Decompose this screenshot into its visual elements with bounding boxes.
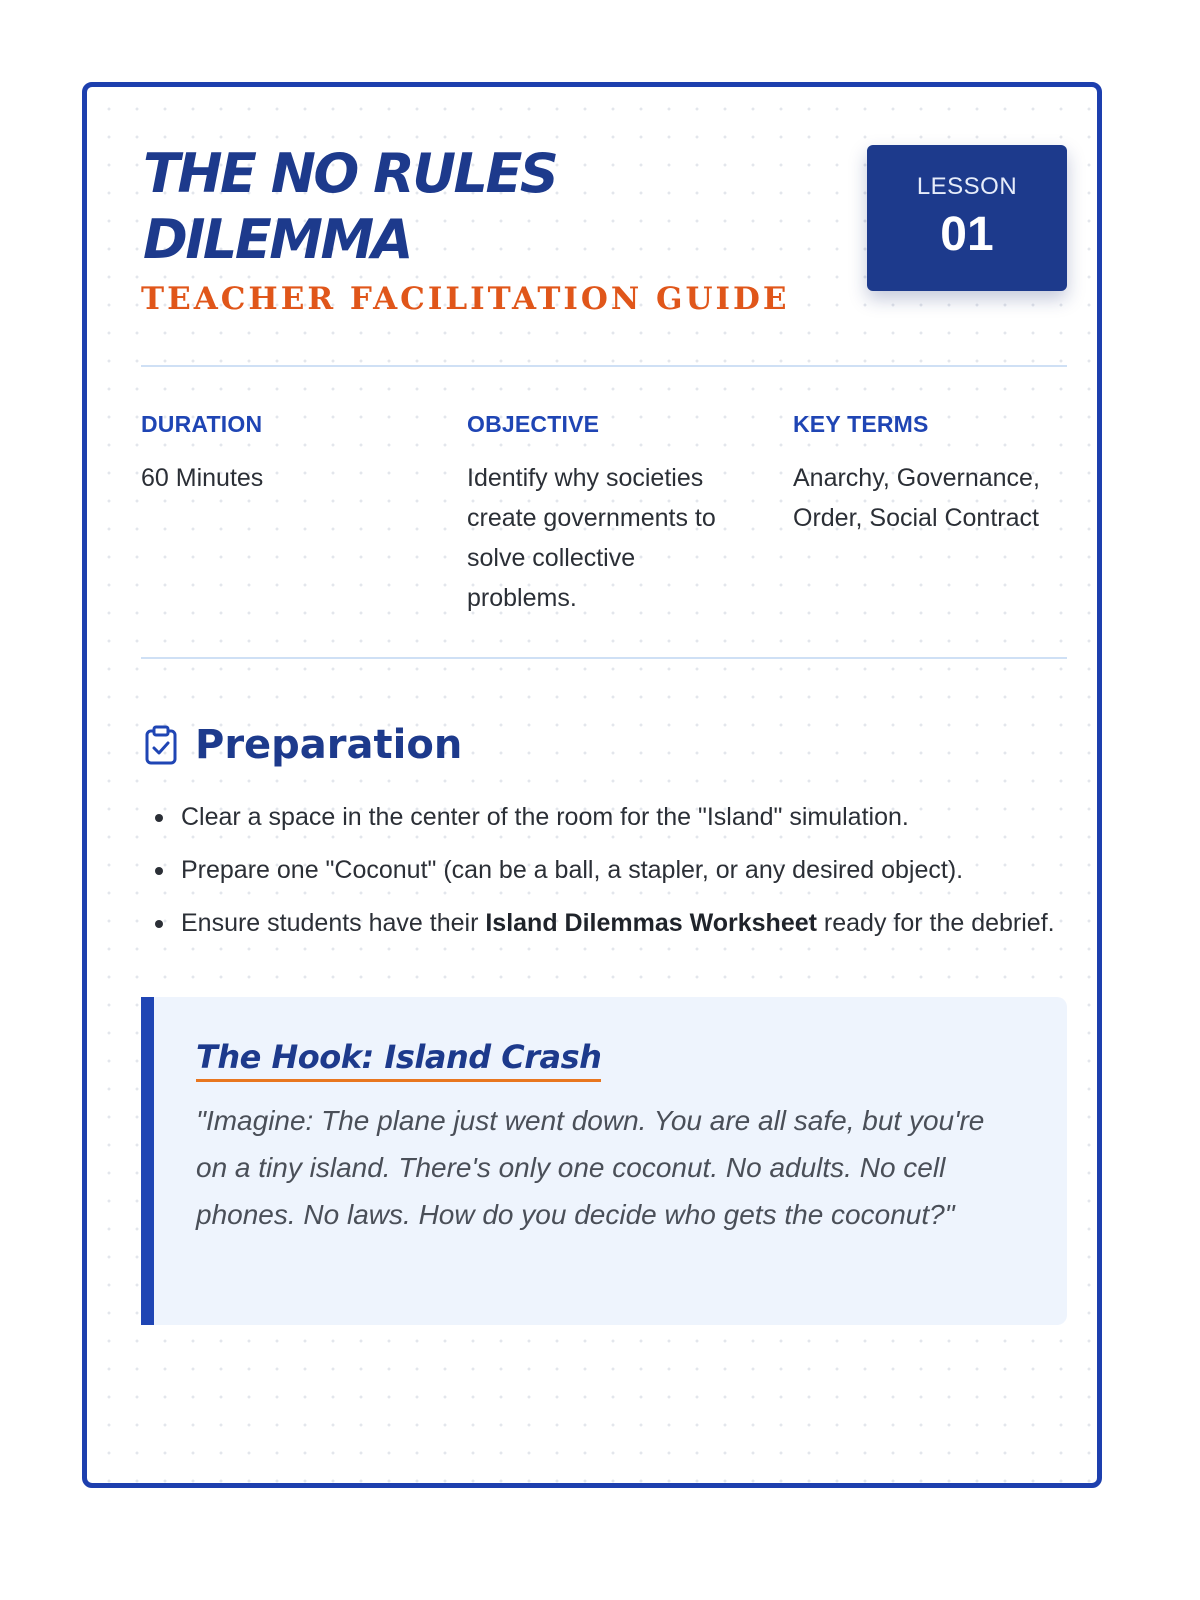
meta-objective-label: OBJECTIVE (467, 411, 600, 437)
hook-callout (141, 997, 1067, 1325)
lesson-badge-label: LESSON (916, 173, 1018, 200)
bottom-divider (141, 657, 1067, 659)
meta-objective-value: Identify why societies create governments to solve collective problems. (467, 464, 716, 612)
lesson-subtitle: TEACHER FACILITATION GUIDE (141, 281, 790, 317)
card-content (141, 141, 1067, 1325)
list-item-text: Clear a space in the center of the room for the "Island" simulation. (181, 803, 909, 831)
preparation-heading (141, 717, 1067, 797)
hook-quote: "Imagine: The plane just went down. You are all safe, but you're on a tiny island. There's only one coconut. No adults. No cell phones. No laws. How do you decide who gets the coconut?" (196, 1105, 985, 1230)
list-item-text-after: ready for the debrief. (816, 909, 1055, 937)
meta-key-terms-label: KEY TERMS (793, 411, 929, 437)
list-item (181, 850, 1061, 890)
preparation-list (141, 797, 1061, 943)
lesson-header (141, 141, 1067, 365)
lesson-meta (141, 367, 1067, 657)
list-item (181, 797, 1061, 837)
meta-objective (467, 411, 747, 618)
clipboard-check-icon (143, 725, 179, 765)
lesson-badge-number: 01 (940, 208, 994, 261)
meta-duration (141, 411, 421, 498)
meta-duration-value: 60 Minutes (141, 464, 264, 492)
worksheet-name: Island Dilemmas Worksheet (485, 909, 817, 937)
preparation-title: Preparation (195, 722, 463, 768)
lesson-card (82, 82, 1102, 1488)
lesson-title: THE NO RULES DILEMMA (143, 142, 557, 271)
list-item (181, 903, 1061, 943)
hook-title: The Hook: Island Crash (196, 1035, 601, 1082)
meta-key-terms (793, 411, 1073, 538)
list-item-text: Prepare one "Coconut" (can be a ball, a stapler, or any desired object). (181, 856, 964, 884)
list-item-text-before: Ensure students have their (181, 909, 486, 937)
meta-duration-label: DURATION (141, 411, 263, 437)
meta-key-terms-value: Anarchy, Governance, Order, Social Contract (793, 464, 1040, 532)
lesson-badge (867, 145, 1067, 291)
